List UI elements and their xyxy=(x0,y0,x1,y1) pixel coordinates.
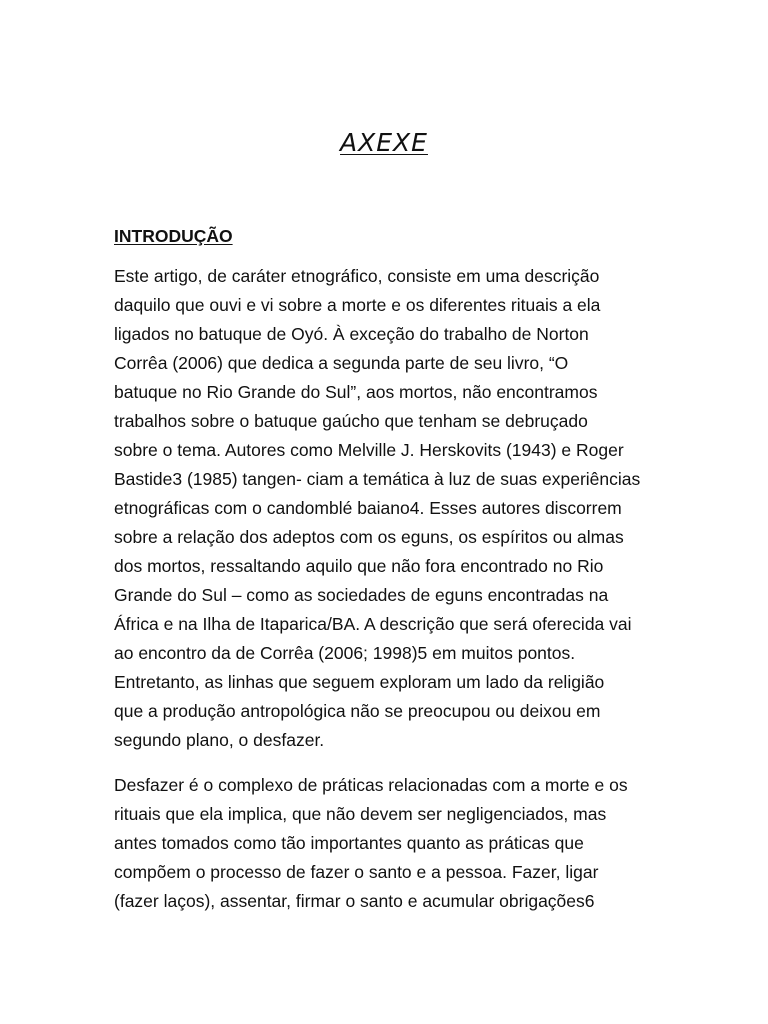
paragraph-line: ao encontro da de Corrêa (2006; 1998)5 em muitos pontos. xyxy=(114,643,576,663)
paragraph-line: daquilo que ouvi e vi sobre a morte e os diferentes rituais a ela xyxy=(114,295,601,315)
document-title xyxy=(0,128,768,157)
paragraph-line: Grande do Sul – como as sociedades de eguns encontradas na xyxy=(114,585,609,605)
paragraph-line: segundo plano, o desfazer. xyxy=(114,730,325,750)
paragraph-line: Entretanto, as linhas que seguem exploram um lado da religião xyxy=(114,672,605,692)
paragraph-line: dos mortos, ressaltando aquilo que não fora encontrado no Rio xyxy=(114,556,604,576)
paragraph-line: Corrêa (2006) que dedica a segunda parte de seu livro, “O xyxy=(114,353,569,373)
paragraph-2 xyxy=(114,771,659,916)
section-heading-introducao: INTRODUÇÃO xyxy=(114,226,233,246)
paragraph-1 xyxy=(114,262,659,755)
paragraph-line: Este artigo, de caráter etnográfico, consiste em uma descrição xyxy=(114,266,600,286)
paragraph-line: etnográficas com o candomblé baiano4. Esses autores discorrem xyxy=(114,498,622,518)
paragraph-line: ligados no batuque de Oyó. À exceção do trabalho de Norton xyxy=(114,324,589,344)
paragraph-line: África e na Ilha de Itaparica/BA. A descrição que será oferecida vai xyxy=(114,614,632,634)
paragraph-line: trabalhos sobre o batuque gaúcho que tenham se debruçado xyxy=(114,411,588,431)
paragraph-line: sobre o tema. Autores como Melville J. Herskovits (1943) e Roger xyxy=(114,440,624,460)
paragraph-line: Desfazer é o complexo de práticas relacionadas com a morte e os xyxy=(114,775,628,795)
paragraph-line: rituais que ela implica, que não devem ser negligenciados, mas xyxy=(114,804,607,824)
document-title-text: AXEXE xyxy=(340,128,428,157)
paragraph-line: antes tomados como tão importantes quanto as práticas que xyxy=(114,833,584,853)
paragraph-line: que a produção antropológica não se preocupou ou deixou em xyxy=(114,701,601,721)
paragraph-line: sobre a relação dos adeptos com os eguns, os espíritos ou almas xyxy=(114,527,624,547)
paragraph-line: batuque no Rio Grande do Sul”, aos mortos, não encontramos xyxy=(114,382,598,402)
paragraph-line: (fazer laços), assentar, firmar o santo e acumular obrigações6 xyxy=(114,891,595,911)
paragraph-line: compõem o processo de fazer o santo e a pessoa. Fazer, ligar xyxy=(114,862,599,882)
paragraph-line: Bastide3 (1985) tangen- ciam a temática à luz de suas experiências xyxy=(114,469,641,489)
